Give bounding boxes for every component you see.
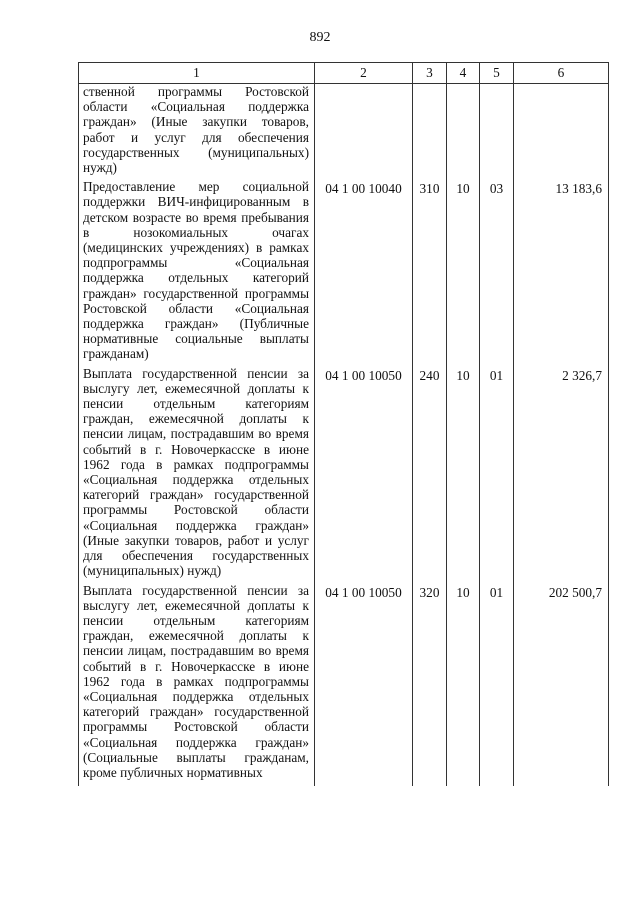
row-description: ственной программы Ростовской области «Социальная поддержка граждан» (Иные закупки товаров, работ и услуг для обеспечения государственных (муниципальных) нужд) (79, 84, 315, 176)
row-amount: 202 500,7 (514, 579, 609, 787)
row-expense-type: 240 (413, 362, 447, 579)
header-col-3: 3 (413, 63, 447, 84)
table-row (79, 579, 609, 787)
row-section: 10 (447, 175, 480, 361)
row-description: Выплата государственной пенсии за выслугу лет, ежемесячной доплаты к пенсии отдельным категориям граждан, ежемесячной доплаты к пенсии лицам, пострадавшим во время событий в г. Новочеркасске в июне 1962 года в рамках подпрограммы «Социальная поддержка отдельных категорий граждан» государственной программы Ростовской области «Социальная поддержка граждан» (Иные закупки товаров, работ и услуг для обеспечения государственных (муниципальных) нужд) (79, 362, 315, 579)
table-row (79, 175, 609, 361)
row-expense-type: 310 (413, 175, 447, 361)
header-col-5: 5 (480, 63, 514, 84)
row-expense-type: 320 (413, 579, 447, 787)
row-section (447, 84, 480, 176)
row-subsection: 01 (480, 579, 514, 787)
row-subsection: 01 (480, 362, 514, 579)
row-subsection (480, 84, 514, 176)
row-section: 10 (447, 362, 480, 579)
row-description: Предоставление мер социальной поддержки ВИЧ-инфицированным в детском возрасте во время пребывания в нозокомиальных очагах (медицинских учреждениях) в рамках подпрограммы «Социальная поддержка отдельных категорий граждан» государственной программы Ростовской области «Социальная поддержка граждан» (Публичные нормативные социальные выплаты гражданам) (79, 175, 315, 361)
row-subsection: 03 (480, 175, 514, 361)
budget-table (78, 62, 609, 786)
row-target-code: 04 1 00 10050 (315, 362, 413, 579)
table-row (79, 362, 609, 579)
row-description: Выплата государственной пенсии за выслугу лет, ежемесячной доплаты к пенсии отдельным категориям граждан, ежемесячной доплаты к пенсии лицам, пострадавшим во время событий в г. Новочеркасске в июне 1962 года в рамках подпрограммы «Социальная поддержка отдельных категорий граждан» государственной программы Ростовской области «Социальная поддержка граждан» (Социальные выплаты гражданам, кроме публичных нормативных (79, 579, 315, 787)
table-row (79, 84, 609, 176)
row-amount: 13 183,6 (514, 175, 609, 361)
row-expense-type (413, 84, 447, 176)
header-col-1: 1 (79, 63, 315, 84)
row-target-code: 04 1 00 10040 (315, 175, 413, 361)
row-amount: 2 326,7 (514, 362, 609, 579)
header-col-2: 2 (315, 63, 413, 84)
table-header-row (79, 63, 609, 84)
row-amount (514, 84, 609, 176)
page-number: 892 (309, 30, 331, 45)
header-col-4: 4 (447, 63, 480, 84)
header-col-6: 6 (514, 63, 609, 84)
row-target-code (315, 84, 413, 176)
row-section: 10 (447, 579, 480, 787)
row-target-code: 04 1 00 10050 (315, 579, 413, 787)
